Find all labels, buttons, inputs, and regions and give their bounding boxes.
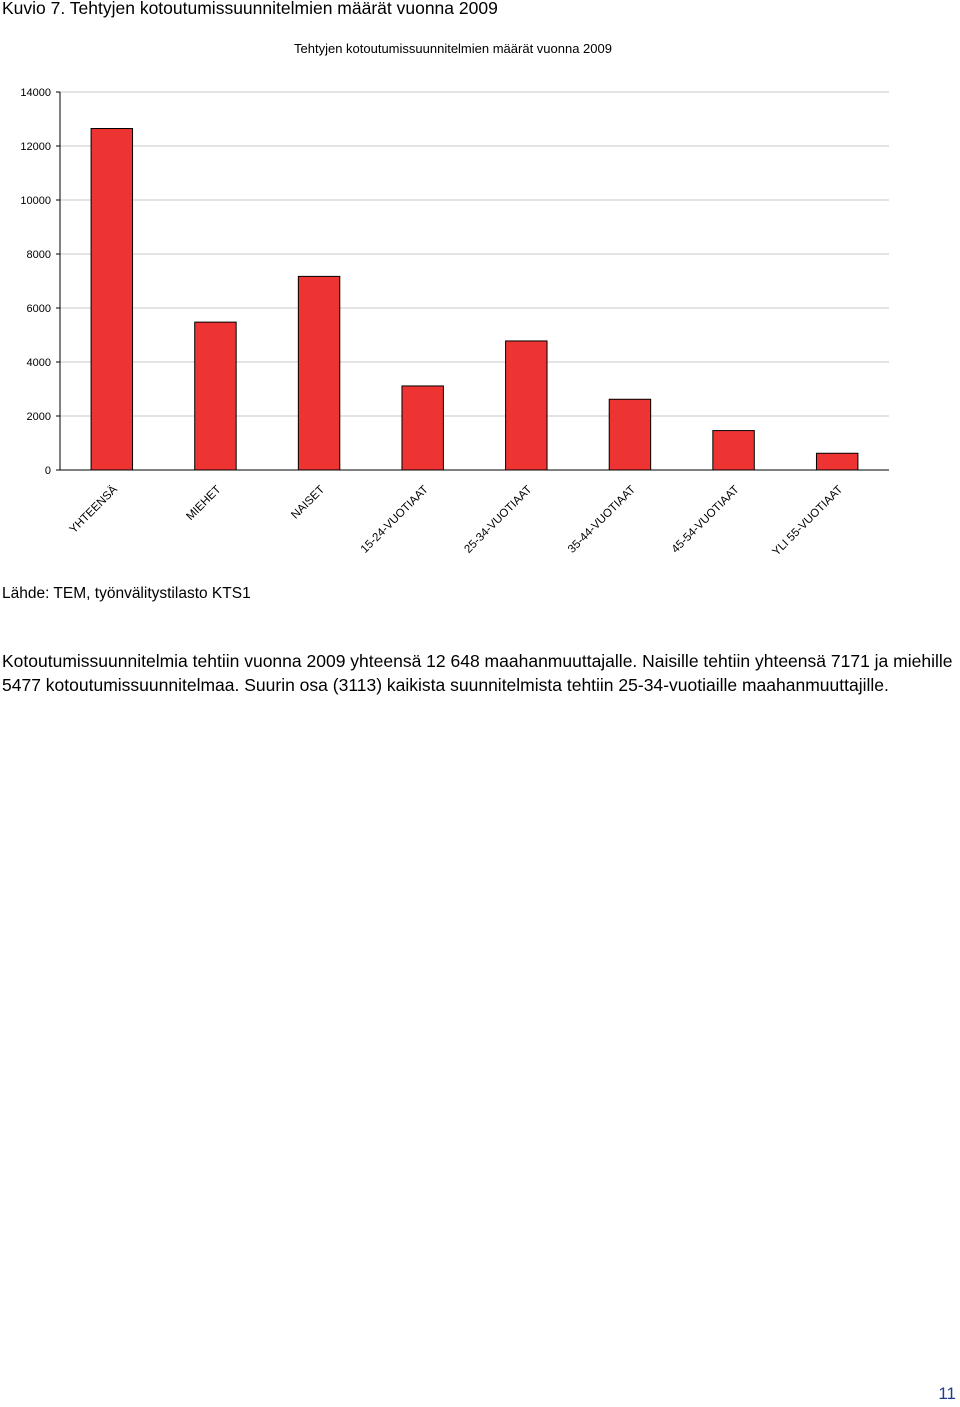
y-tick-label: 2000 <box>26 411 51 423</box>
x-tick-label: 45-54-VUOTIAAT <box>669 483 742 556</box>
bar <box>298 276 339 470</box>
y-tick-label: 4000 <box>26 357 51 369</box>
y-tick-label: 8000 <box>26 249 51 261</box>
y-tick-labels <box>20 87 51 477</box>
y-tick-label: 14000 <box>20 87 51 99</box>
x-tick-label: 25-34-VUOTIAAT <box>462 483 535 556</box>
bar-chart <box>0 0 960 580</box>
chart-title: Tehtyjen kotoutumissuunnitelmien määrät vuonna 2009 <box>294 41 612 56</box>
x-tick-label: 35-44-VUOTIAAT <box>566 483 639 556</box>
y-tick-label: 0 <box>44 465 51 477</box>
x-tick-label: MIEHET <box>184 483 224 523</box>
bar <box>816 453 857 470</box>
y-tick-label: 12000 <box>20 141 51 153</box>
bar <box>195 322 236 470</box>
gridlines <box>60 92 889 416</box>
x-tick-label: YHTEENSÄ <box>67 483 120 536</box>
y-axis <box>56 92 889 470</box>
y-tick-label: 10000 <box>20 195 51 207</box>
bars <box>91 129 858 470</box>
source-note: Lähde: TEM, työnvälitystilasto KTS1 <box>2 585 251 602</box>
page-number: 11 <box>938 1384 956 1403</box>
bar <box>713 431 754 470</box>
bar <box>506 341 547 470</box>
x-tick-labels <box>68 483 846 558</box>
x-tick-label: NAISET <box>289 483 328 522</box>
bar <box>91 129 132 470</box>
x-tick-label: 15-24-VUOTIAAT <box>358 483 431 556</box>
figure-caption: Kuvio 7. Tehtyjen kotoutumissuunnitelmien määrät vuonna 2009 <box>2 0 498 18</box>
body-paragraph: Kotoutumissuunnitelmia tehtiin vuonna 2009 yhteensä 12 648 maahanmuuttajalle. Naisille tehtiin yhteensä 7171 ja miehille 5477 kotoutumissuunnitelmaa. Suurin osa (3113) kaikista suunnitelmista tehtiin 25-34-vuotiaille maahanmuuttajille. <box>2 651 953 695</box>
x-tick-label: YLI 55-VUOTIAAT <box>770 483 846 559</box>
bar <box>402 386 443 470</box>
bar <box>609 399 650 470</box>
y-tick-label: 6000 <box>26 303 51 315</box>
